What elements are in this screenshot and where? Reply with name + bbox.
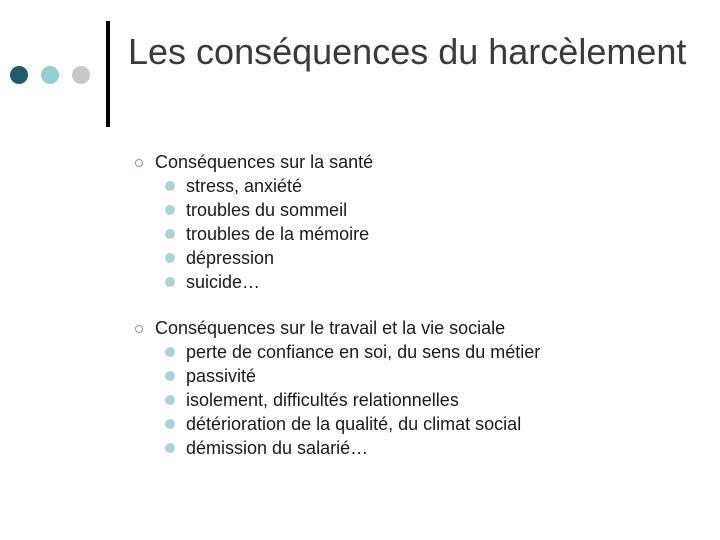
slide-title: Les conséquences du harcèlement [128,31,687,72]
list-item: dépression [186,248,275,268]
item-bullet-icon [165,371,175,381]
item-bullet-icon [165,443,175,453]
section-bullet-icon [135,325,143,333]
list-item: détérioration de la qualité, du climat social [186,414,522,434]
list-item: troubles de la mémoire [186,224,370,244]
item-bullet-icon [165,253,175,263]
list-item: démission du salarié… [186,438,369,458]
list-item: troubles du sommeil [186,200,348,220]
item-bullet-icon [165,181,175,191]
section-bullet-icon [135,159,143,167]
item-bullet-icon [165,229,175,239]
list-item: suicide… [186,272,261,292]
list-item: perte de confiance en soi, du sens du métier [186,342,541,362]
list-item: stress, anxiété [186,176,303,196]
list-item: isolement, difficultés relationnelles [186,390,459,410]
item-bullet-icon [165,419,175,429]
item-bullet-icon [165,277,175,287]
item-bullet-icon [165,395,175,405]
list-item: passivité [186,366,257,386]
item-bullet-icon [165,347,175,357]
section-heading: Conséquences sur la santé [155,152,374,172]
item-bullet-icon [165,205,175,215]
section-heading: Conséquences sur le travail et la vie sociale [155,318,506,338]
